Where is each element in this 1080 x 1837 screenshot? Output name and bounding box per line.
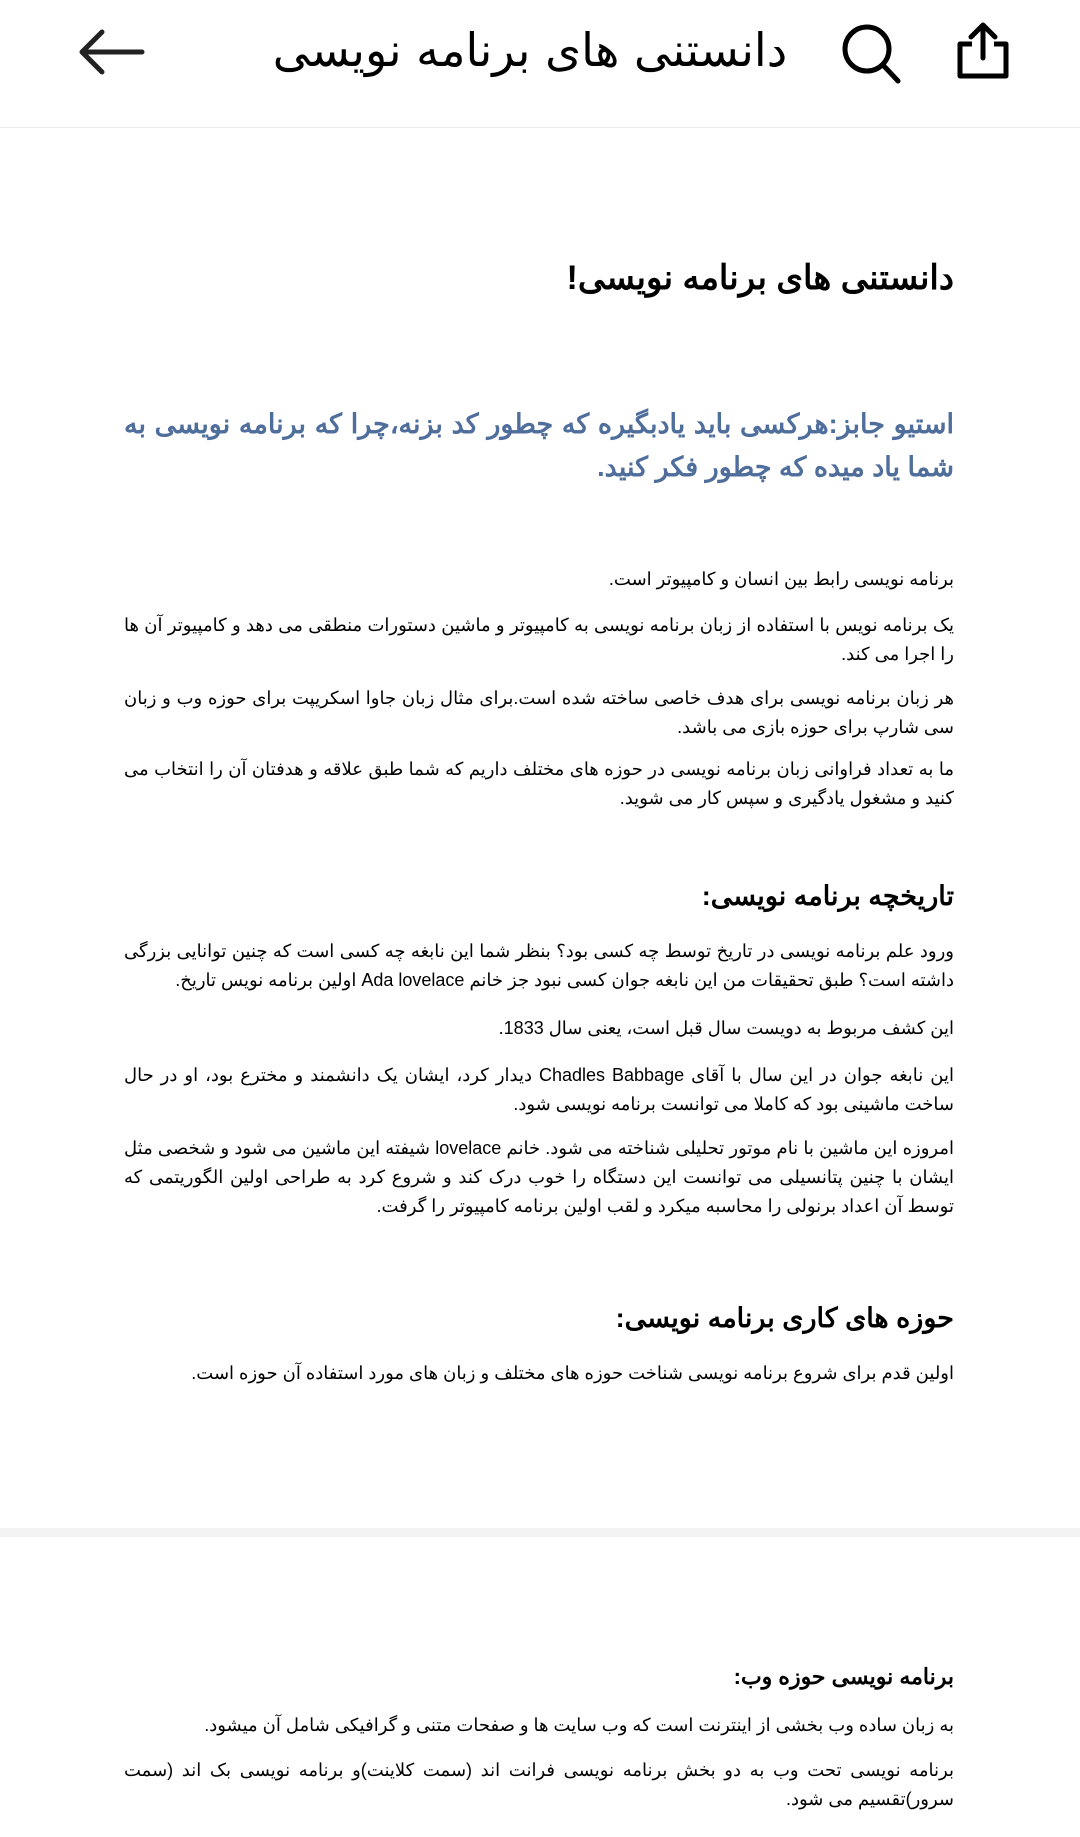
history-heading: تاریخچه برنامه نویسی: — [701, 881, 954, 911]
paragraph: این نابغه جوان در این سال با آقای Chadles Babbage دیدار کرد، ایشان یک دانشمند و مخترع بود، او در حال ساخت ماشینی بود که کاملا می توانست برنامه نویسی شود. — [124, 1065, 954, 1114]
arrow-left-icon[interactable] — [76, 28, 146, 76]
app-header — [0, 0, 1080, 128]
paragraph: اولین قدم برای شروع برنامه نویسی شناخت حوزه های مختلف و زبان های مورد استفاده آن حوزه است. — [191, 1363, 954, 1383]
page-separator — [0, 1528, 1080, 1537]
search-icon[interactable] — [840, 22, 902, 84]
paragraph: برنامه نویسی تحت وب به دو بخش برنامه نویسی فرانت اند (سمت کلاینت)و برنامه نویسی بک اند (سمت سرور)تقسیم می شود. — [124, 1760, 954, 1809]
web-heading: برنامه نویسی حوزه وب: — [733, 1664, 954, 1689]
fields-heading: حوزه های کاری برنامه نویسی: — [615, 1303, 954, 1333]
quote: استیو جابز:هرکسی باید یادبگیره که چطور کد بزنه،چرا که برنامه نویسی به شما یاد میده که چطور فکر کنید. — [124, 409, 954, 482]
app-title: دانستنی های برنامه نویسی — [272, 23, 788, 77]
paragraph: ما به تعداد فراوانی زبان برنامه نویسی در حوزه های مختلف داریم که شما طبق علاقه و هدفتان آن را انتخاب می کنید و مشغول یادگیری و سپس کار می شوید. — [124, 759, 954, 808]
share-icon[interactable] — [952, 20, 1014, 82]
paragraph: هر زبان برنامه نویسی برای هدف خاصی ساخته شده است.برای مثال زبان جاوا اسکریپت برای حوزه وب و زبان سی شارپ برای حوزه بازی می باشد. — [124, 688, 954, 737]
paragraph: این کشف مربوط به دویست سال قبل است، یعنی سال 1833. — [498, 1018, 954, 1038]
document-heading: دانستنی های برنامه نویسی! — [566, 259, 954, 297]
paragraph: ورود علم برنامه نویسی در تاریخ توسط چه کسی بود؟ بنظر شما این نابغه چه کسی است که چنین توانایی بزرگی داشته است؟ طبق تحقیقات من این نابغه جوان کسی نبود جز خانم Ada lovelace اولین برنامه نویس تاریخ. — [124, 941, 954, 990]
paragraph: برنامه نویسی رابط بین انسان و کامپیوتر است. — [608, 569, 954, 589]
paragraph: یک برنامه نویس با استفاده از زبان برنامه نویسی به کامپیوتر و ماشین دستورات منطقی می دهد و کامپیوتر آن ها را اجرا می کند. — [124, 615, 954, 664]
paragraph: به زبان ساده وب بخشی از اینترنت است که وب سایت ها و صفحات متنی و گرافیکی شامل آن میشود. — [204, 1715, 954, 1735]
paragraph: امروزه این ماشین با نام موتور تحلیلی شناخته می شود. خانم lovelace شیفته این ماشین می شود و شخصی مثل ایشان با چنین پتانسیلی می توانست این دستگاه را خوب درک کند و شروع کرد به طراحی اولین الگوریتمی که توسط آن اعداد برنولی را محاسبه میکرد و لقب اولین برنامه کامپیوتر را گرفت. — [124, 1138, 954, 1216]
